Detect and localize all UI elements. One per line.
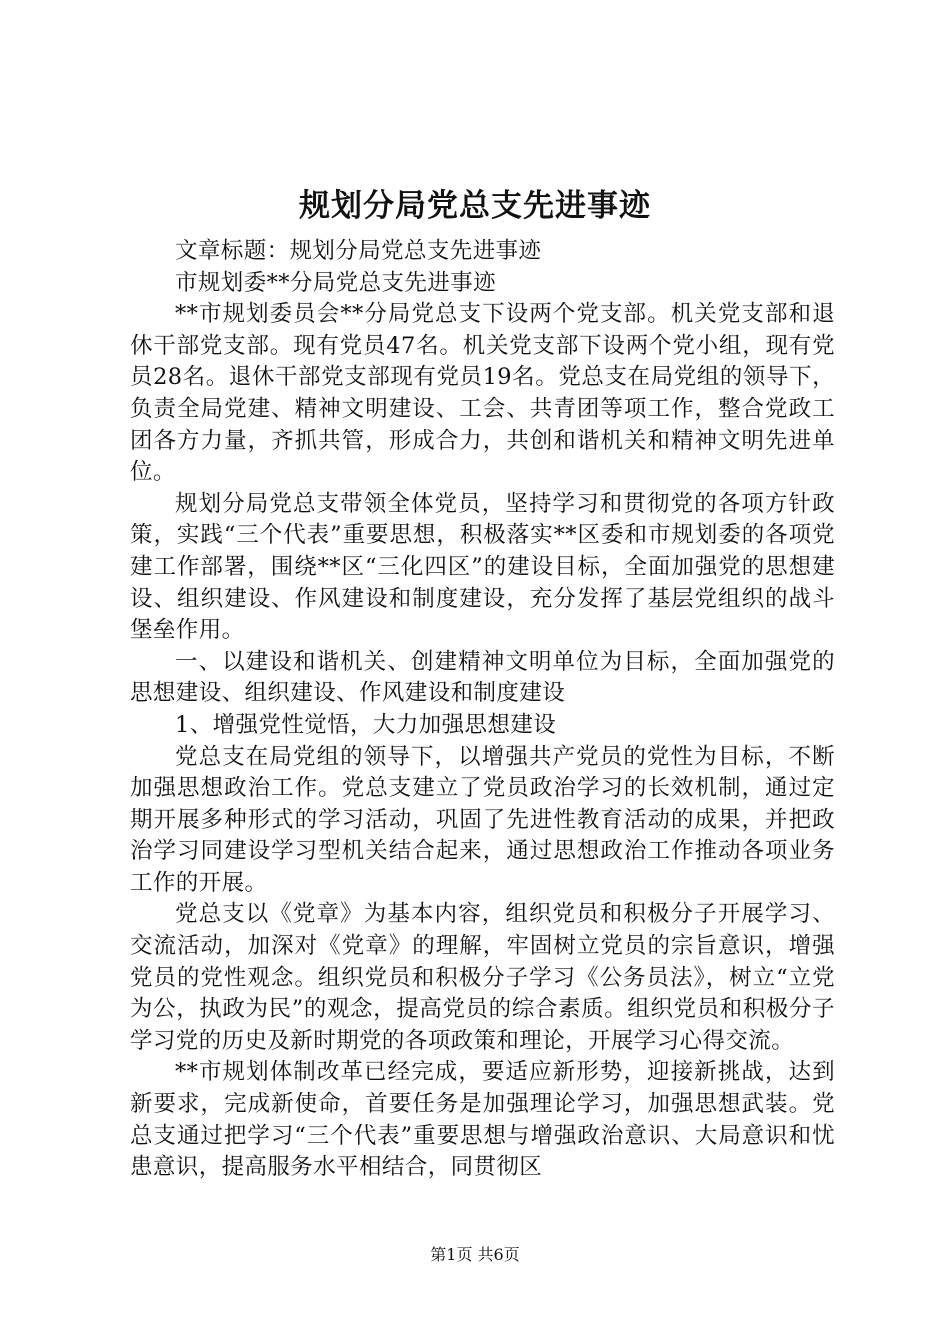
document-body <box>130 236 835 1184</box>
paragraph: **市规划体制改革已经完成，要适应新形势，迎接新挑战，达到新要求，完成新使命，首要任务是加强理论学习，加强思想武装。党总支通过把学习“三个代表”重要思想与增强政治意识、大局意识和忧患意识，提高服务水平相结合，同贯彻区 <box>130 1059 835 1181</box>
paragraph-article-title: 文章标题：规划分局党总支先进事迹 <box>175 238 542 264</box>
document-title: 规划分局党总支先进事迹 <box>299 188 651 224</box>
paragraph: 规划分局党总支带领全体党员，坚持学习和贯彻党的各项方针政策，实践“三个代表”重要思想，积极落实**区委和市规划委的各项党建工作部署，围绕**区“三化四区”的建设目标，全面加强党的思想建设、组织建设、作风建设和制度建设，充分发挥了基层党组织的战斗堡垒作用。 <box>130 490 835 644</box>
subsection-heading: 1、增强党性觉悟，大力加强思想建设 <box>175 711 557 738</box>
paragraph: **市规划委员会**分局党总支下设两个党支部。机关党支部和退休干部党支部。现有党员47名。机关党支部下设两个党小组，现有党员28名。退休干部党支部现有党员19名。党总支在局党组的领导下，负责全局党建、精神文明建设、工会、共青团等项工作，整合党政工团各方力量，齐抓共管，形成合力，共创和谐机关和精神文明先进单位。 <box>130 301 835 486</box>
page-number-footer: 第1页 共6页 <box>430 1245 520 1264</box>
paragraph: 党总支在局党组的领导下，以增强共产党员的党性为目标，不断加强思想政治工作。党总支建立了党员政治学习的长效机制，通过定期开展多种形式的学习活动，巩固了先进性教育活动的成果，并把政治学习同建设学习型机关结合起来，通过思想政治工作推动各项业务工作的开展。 <box>130 743 835 896</box>
paragraph: 党总支以《党章》为基本内容，组织党员和积极分子开展学习、交流活动，加深对《党章》的理解，牢固树立党员的宗旨意识，增强党员的党性观念。组织党员和积极分子学习《公务员法》，树立“立党为公，执政为民”的观念，提高党员的综合素质。组织党员和积极分子学习党的历史及新时期党的各项政策和理论，开展学习心得交流。 <box>130 901 835 1054</box>
section-heading: 一、以建设和谐机关、创建精神文明单位为目标，全面加强党的思想建设、组织建设、作风建设和制度建设 <box>130 648 835 707</box>
paragraph-subtitle: 市规划委**分局党总支先进事迹 <box>175 269 497 296</box>
